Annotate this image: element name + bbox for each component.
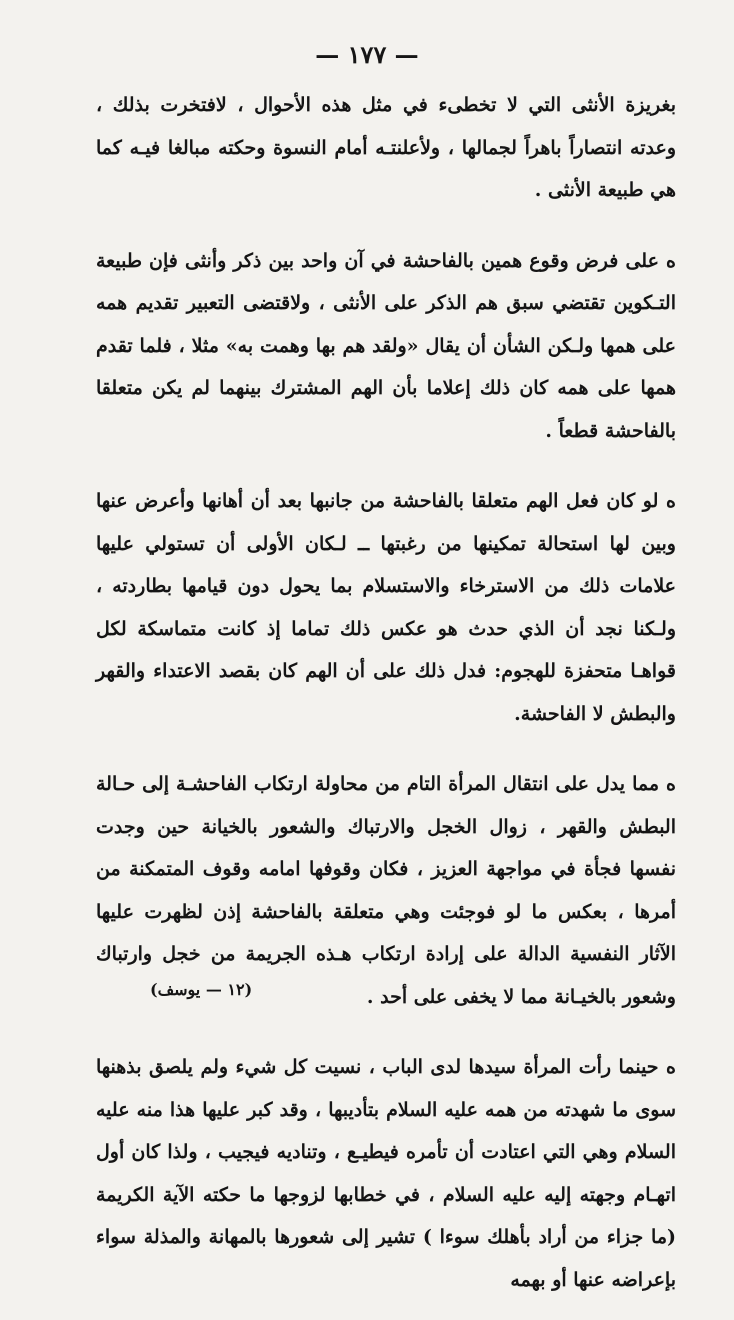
paragraph-simultaneous-intent: ه على فرض وقوع همين بالفاحشة في آن واحد بين ذكر وأنثى فإن طبيعة التـكوين تقتضي سبق هم الذكر على الأنثى ، ولاقتضى التعبير تقديم همه على همها ولـكن الشأن أن يقال «ولقد هم بها وهمت به» مثلا ، فلما تقدم همها على همه كان ذلك إعلاما بأن الهم المشترك بينهما لم يكن متعلقا بالفاحشة قطعاً .: [96, 249, 676, 442]
paragraph-intent-attack: ه لو كان فعل الهم متعلقا بالفاحشة من جانبها بعد أن أهانها وأعرض عنها وبين لها استحالة تمكينها من رغبتها ــ لـكان الأولى أن تستولي عليها علامات ذلك من الاسترخاء والاستسلام بما يحول دون قيامها بطاردته ، ولـكنا نجد أن الذي حدث هو عكس ذلك تماما إذ كانت متماسكة لكل قواهـا متحفزة للهجوم: فدل ذلك على أن الهم كان بقصد الاعتداء والقهر والبطش لا الفاحشة.: [96, 490, 676, 725]
page-body: [96, 84, 676, 1320]
paragraph-at-door: ه حينما رأت المرأة سيدها لدى الباب ، نسيت كل شيء ولم يلصق بذهنها سوى ما شهدته من همه عليه السلام بتأديبها ، وقد كبر عليها هذا منه عليه السلام وهي التي اعتادت أن تأمره فيطيـع ، وتناديه فيجيب ، ولذا كان أول اتهـام وجهته إليه عليه السلام ، في خطابها لزوجها ما حكته الآية الكريمة (ما جزاء من أراد بأهلك سوءا ) تشير إلى شعورها بالمهانة والمذلة سواء بإعراضه عنها أو بهمه: [96, 1056, 676, 1291]
page-number: — ١٧٧ —: [315, 40, 419, 69]
paragraph-transition-state: ه مما يدل على انتقال المرأة التام من محاولة ارتكاب الفاحشـة إلى حـالة البطش والقهر ، زوال الخجل والارتباك والشعور بالخيانة حين وجدت نفسها فجأة في مواجهة العزيز ، فكان وقوفها امامه وقوف المتمكنة من أمرها ، بعكس ما لو فوجئت وهي متعلقة بالفاحشة إذن لظهرت عليها الآثار النفسية الدالة على إرادة ارتكاب هـذه الجريمة من خجل وارتباك وشعور بالخيـانة مما لا يخفى على أحد .: [96, 773, 676, 1008]
page-footer-signature: (١٢ — يوسف): [150, 980, 253, 999]
paragraph-continuation: بغريزة الأنثى التي لا تخطىء في مثل هذه الأحوال ، لافتخرت بذلك ، وعدته انتصاراً باهراً لجمالها ، ولأعلنتـه أمام النسوة وحكته مبالغا فيـه كما هي طبيعة الأنثى .: [96, 94, 676, 201]
